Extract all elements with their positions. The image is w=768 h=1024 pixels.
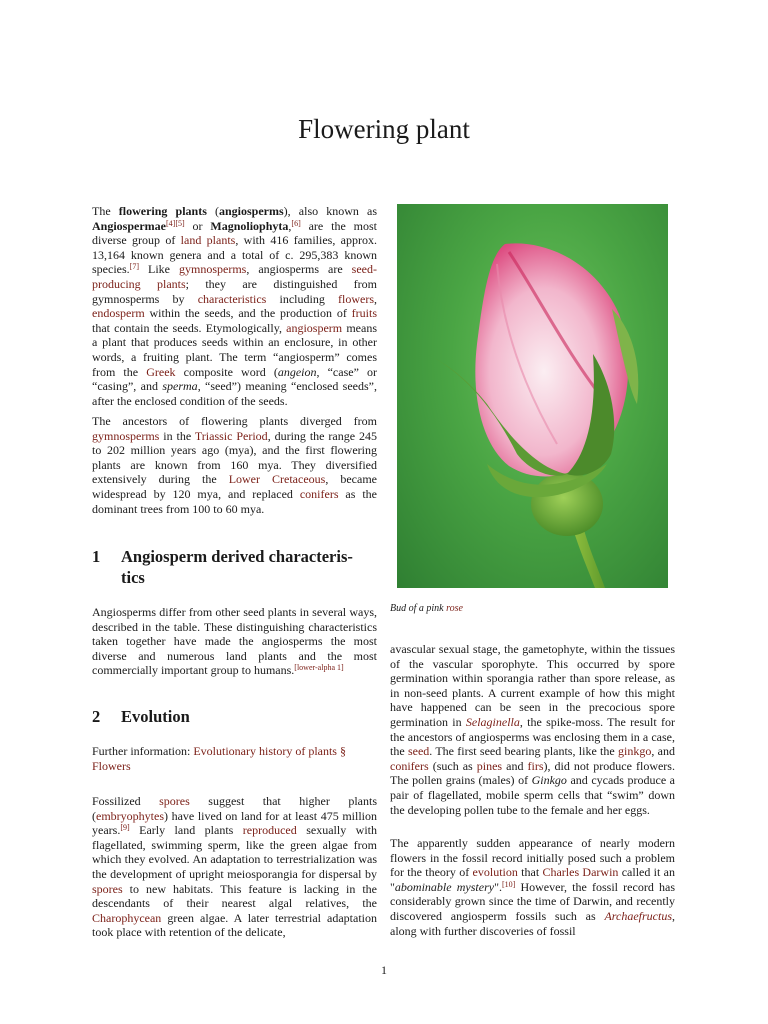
conifers-link[interactable]: conifers (299, 486, 339, 501)
section-heading-2 (92, 706, 377, 727)
characteristics-link[interactable]: characteristics (197, 291, 267, 306)
spores-link[interactable]: spores (159, 794, 190, 808)
rose-bud-image (397, 204, 668, 588)
footnote-link[interactable]: [lower-alpha 1] (294, 663, 344, 673)
charles-darwin-link[interactable]: Charles Darwin (542, 865, 619, 880)
pines-link[interactable]: pines (476, 758, 503, 773)
citation-link[interactable]: [10] (501, 879, 516, 889)
section-number: 2 (92, 707, 101, 726)
citation-link[interactable]: [4] (166, 218, 176, 228)
citation-link[interactable]: [7] (129, 262, 139, 272)
section-title-line: Angiosperm derived characteris- (121, 547, 353, 566)
citation-link[interactable]: [5] (175, 218, 185, 228)
citation-link[interactable]: [6] (291, 218, 301, 228)
selaginella-link[interactable]: Selaginella (465, 714, 520, 729)
page-title: Flowering plant (298, 114, 470, 144)
further-information-label: Further information: (92, 744, 194, 758)
further-information-link[interactable]: Evolutionary history of plants § (193, 744, 346, 758)
embryophytes-link[interactable]: embryophytes (96, 808, 164, 823)
caption-rose-link[interactable]: rose (446, 603, 463, 614)
section-title: Evolution (121, 707, 190, 726)
archaefructus-link[interactable]: Archaefructus (604, 908, 672, 923)
greek-link[interactable]: Greek (146, 364, 176, 379)
spores-link[interactable]: spores (92, 881, 123, 896)
page-number: 1 (381, 963, 387, 977)
evolution-paragraph-2: The apparently sudden appearance of nearly modern flowers in the fossil record initially posed such a problem for the theory of evolution that Charles Darwin called it an "abominable mystery".[10] However, the fossil record has considerably grown since the time of Darwin, and recently discovered angiosperm fossils such as Archaefructus, along with further discoveries of fossil (390, 836, 675, 938)
triassic-period-link[interactable]: Triassic Period (194, 428, 268, 443)
intro-paragraph-2: The ancestors of flowering plants diverged from gymnosperms in the Triassic Period, during the range 245 to 202 million years ago (mya), and the first flowering plants are known from 160 mya. They diversified extensively during the Lower Cretaceous, became widespread by 120 mya, and replaced conifers as the dominant trees from 100 to 60 mya. (92, 414, 378, 516)
citation-link[interactable]: [9] (120, 823, 130, 833)
section-title-line: tics (121, 568, 145, 587)
section-1-paragraph: Angiosperms differ from other seed plants in several ways, described in the table. These distinguishing characteristics taken together have made the angiosperms the most diverse and numerous land plants and the most commercially important group to humans.[lower-alpha 1] (92, 605, 377, 678)
land-plants-link[interactable]: land plants (180, 233, 236, 248)
caption-text: Bud of a pink (390, 603, 447, 614)
evolution-link[interactable]: evolution (472, 865, 518, 880)
fruits-link[interactable]: fruits (351, 306, 377, 321)
flowers-link[interactable]: flowers (338, 291, 374, 306)
seed-link[interactable]: seed (407, 744, 430, 759)
gymnosperms-link[interactable]: gymnosperms (179, 262, 247, 277)
firs-link[interactable]: firs (527, 758, 544, 773)
lower-cretaceous-link[interactable]: Lower Cretaceous (228, 472, 326, 487)
endosperm-link[interactable]: endosperm (92, 306, 145, 321)
angiosperm-link[interactable]: angiosperm (286, 320, 343, 335)
intro-paragraph-1: The flowering plants (angiosperms), also known as Angiospermae[4][5] or Magnoliophyta,[6] are the most diverse group of land plants, with 416 families, approx. 13,164 known genera and a total of c. 295,383 known species.[7] Like gymnosperms, angiosperms are seed-producing plants; they are distinguished from gymnosperms by characteristics including flowers, endosperm within the seeds, and the production of fruits that contain the seeds. Etymologically, angiosperm means a plant that produces seeds within an enclosure, in other words, a fruiting plant. The term “angiosperm” comes from the Greek composite word (angeion, “case” or “casing”, and sperma, “seed”) meaning “enclosed seeds”, after the enclosed condition of the seeds. (92, 204, 378, 408)
charophycean-link[interactable]: Charophycean (92, 910, 162, 925)
pink-rose-bud-photo-icon (397, 204, 668, 588)
seed-producing-plants-link[interactable]: seed-producing plants (92, 262, 377, 291)
section-heading-1 (92, 546, 392, 588)
section-number: 1 (92, 547, 101, 566)
conifers-link[interactable]: conifers (390, 758, 429, 773)
further-information (92, 744, 377, 773)
evolution-paragraph-1: Fossilized spores suggest that higher plants (embryophytes) have lived on land for at least 475 million years.[9] Early land plants reproduced sexually with flagellated, swimming sperm, like the green algae from which they evolved. An adaptation to terrestrialization was the development of upright meiosporangia for dispersal by spores to new habitats. This feature is lacking in the descendants of their nearest algal relatives, the Charophycean green algae. A later terrestrial adaptation took place with retention of the delicate, (92, 794, 377, 940)
further-information-link[interactable]: Flowers (92, 758, 131, 773)
evolution-paragraph-1-continued: avascular sexual stage, the gametophyte, within the tissues of the vascular sporophyte. This occurred by spore germination within sporangia rather than spore release, as in non-seed plants. A current example of how this might have happened can be seen in the precocious spore germination in Selaginella, the spike-moss. The result for the ancestors of angiosperms was enclosing them in a case, the seed. The first seed bearing plants, like the ginkgo, and conifers (such as pines and firs), did not produce flowers. The pollen grains (males) of Ginkgo and cycads produce a pair of flagellated, mobile sperm cells that “swim” down the developing pollen tube to the female and her eggs. (390, 642, 675, 817)
gymnosperms-link[interactable]: gymnosperms (92, 428, 160, 443)
ginkgo-link[interactable]: ginkgo (618, 744, 652, 759)
reproduced-link[interactable]: reproduced (242, 823, 297, 838)
figure-caption (390, 603, 463, 614)
